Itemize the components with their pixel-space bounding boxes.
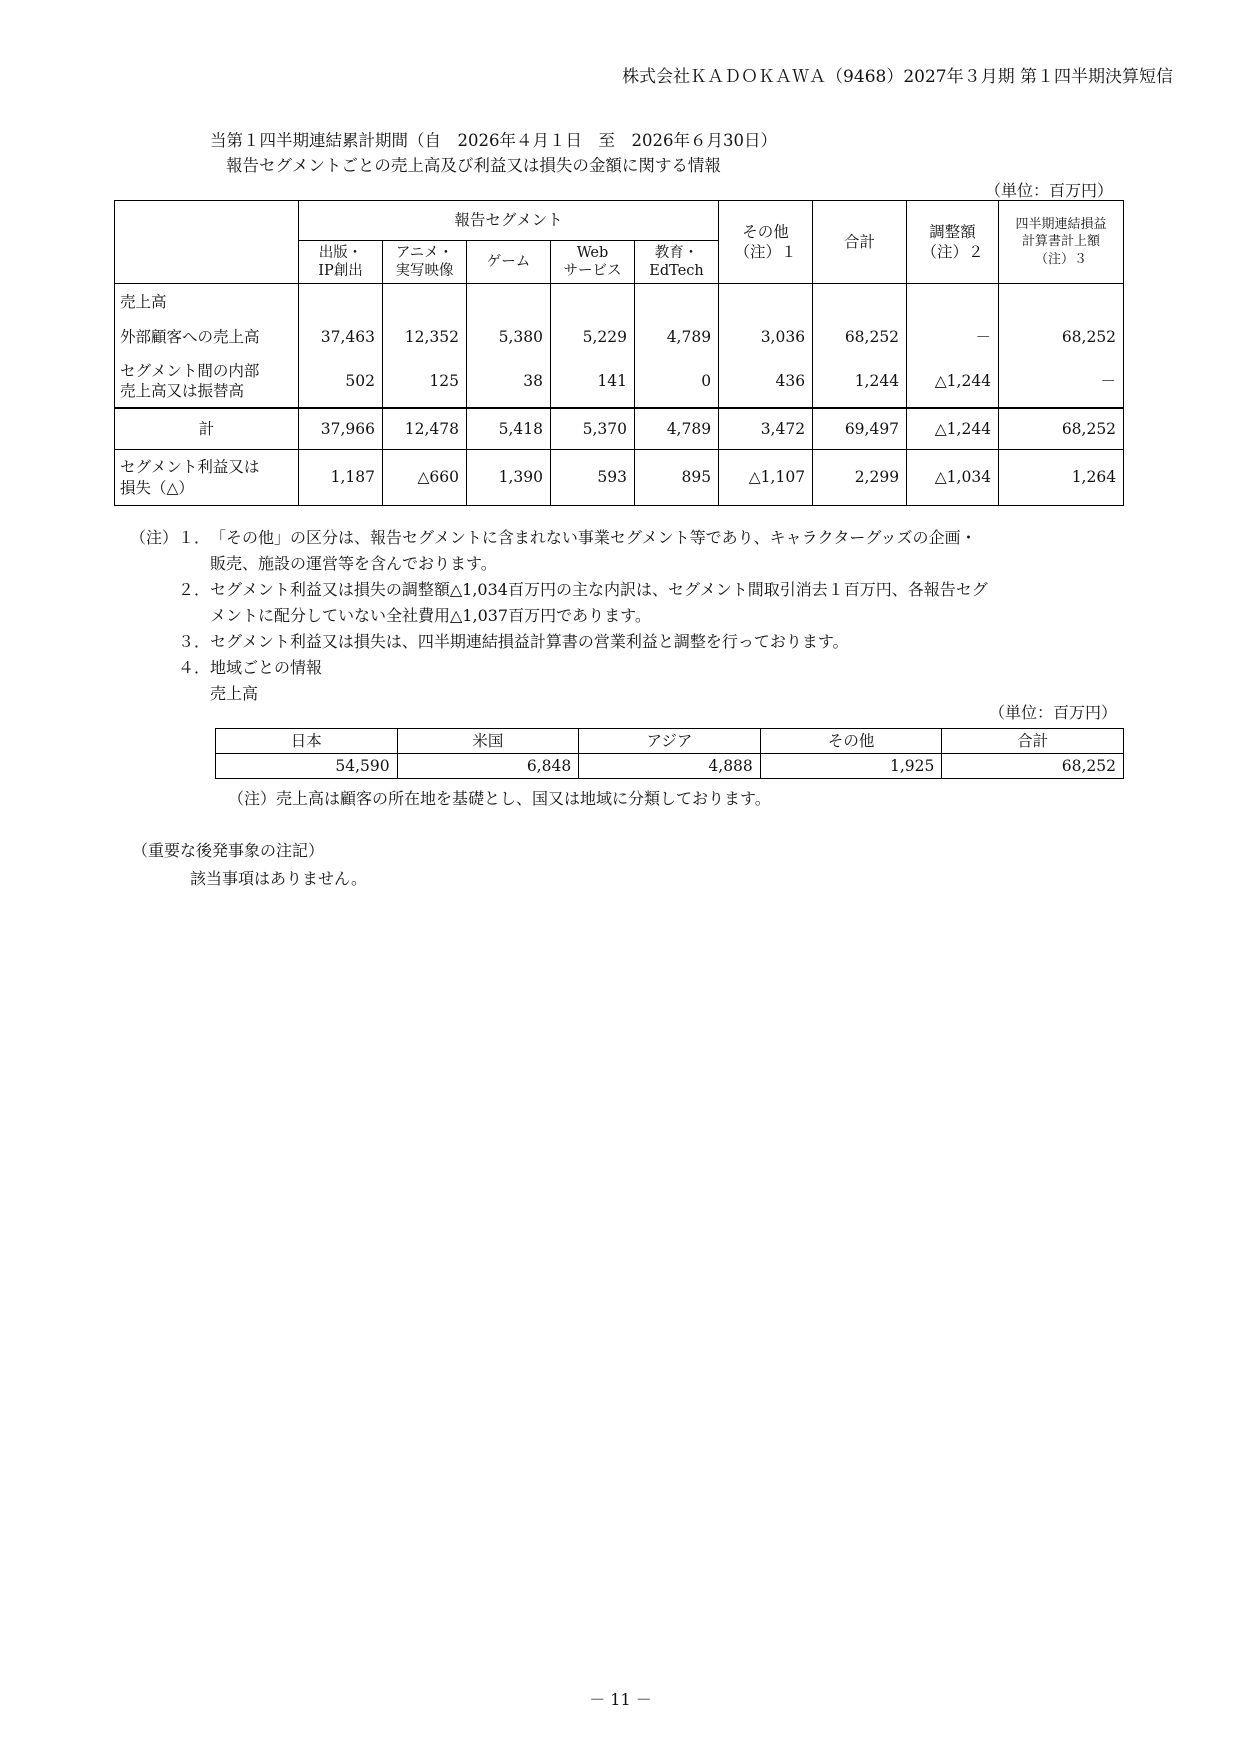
- table-cell: －: [999, 356, 1124, 408]
- blank-header: [115, 201, 299, 284]
- table-cell: 12,478: [383, 408, 467, 450]
- table-cell: △1,244: [907, 408, 999, 450]
- region-value: 54,590: [216, 754, 398, 779]
- region-header: アジア: [579, 729, 761, 754]
- table-cell: 38: [467, 356, 551, 408]
- note-number: １．: [178, 528, 211, 547]
- table-cell: 125: [383, 356, 467, 408]
- region-note: （注）売上高は顧客の所在地を基礎とし、国又は地域に分類しております。: [228, 789, 771, 808]
- table-cell: 68,252: [999, 408, 1124, 450]
- note-text: セグメント利益又は損失の調整額△1,034百万円の主な内訳は、セグメント間取引消去１百万円、各報告セグ: [210, 580, 988, 599]
- table-cell: 895: [635, 450, 719, 506]
- table-row-profit: [115, 450, 1124, 506]
- row-label: 外部顧客への売上高: [115, 320, 299, 356]
- page-number: － 11 －: [589, 1690, 652, 1709]
- table-cell: 3,036: [719, 320, 813, 356]
- table-cell: 141: [551, 356, 635, 408]
- table-row-external: [115, 320, 1124, 356]
- sales-label-row: [115, 284, 1124, 320]
- unit-label-region: （単位：百万円）: [988, 703, 1117, 722]
- note-text: セグメント利益又は損失は、四半期連結損益計算書の営業利益と調整を行っております。: [210, 632, 849, 651]
- segment-header-anime: アニメ・ 実写映像: [383, 241, 467, 284]
- segment-table: [114, 200, 1124, 506]
- table-cell: 1,187: [299, 450, 383, 506]
- segment-header-game: ゲーム: [467, 241, 551, 284]
- region-value: 68,252: [942, 754, 1124, 779]
- region-value: 6,848: [397, 754, 579, 779]
- sub-title: 報告セグメントごとの売上高及び利益又は損失の金額に関する情報: [226, 156, 721, 175]
- row-label: 売上高: [115, 284, 299, 320]
- note-number: ４．: [178, 658, 211, 677]
- group-header: 報告セグメント: [299, 201, 719, 241]
- segment-header-web: Web サービス: [551, 241, 635, 284]
- row-label: セグメント間の内部 売上高又は振替高: [115, 356, 299, 408]
- table-cell: 3,472: [719, 408, 813, 450]
- table-cell: 5,370: [551, 408, 635, 450]
- table-cell: 37,966: [299, 408, 383, 450]
- note-text: 地域ごとの情報: [210, 658, 323, 677]
- adjustment-header: 調整額 （注）２: [907, 201, 999, 284]
- note-prefix: （注）: [130, 528, 179, 547]
- section-title: 当第１四半期連結累計期間（自 2026年４月１日 至 2026年６月30日）: [210, 131, 777, 150]
- segment-header-education: 教育・ EdTech: [635, 241, 719, 284]
- table-cell: 502: [299, 356, 383, 408]
- table-cell: 2,299: [813, 450, 907, 506]
- table-cell: 0: [635, 356, 719, 408]
- other-header: その他 （注）１: [719, 201, 813, 284]
- table-cell: 69,497: [813, 408, 907, 450]
- region-header: その他: [760, 729, 942, 754]
- table-cell: 1,390: [467, 450, 551, 506]
- table-cell: 12,352: [383, 320, 467, 356]
- region-header: 合計: [942, 729, 1124, 754]
- note-number: ２．: [178, 580, 211, 599]
- region-value-row: [216, 754, 1124, 779]
- header-row-1: [115, 201, 1124, 241]
- table-cell: 4,789: [635, 320, 719, 356]
- table-cell: 5,380: [467, 320, 551, 356]
- table-cell: 1,264: [999, 450, 1124, 506]
- table-cell: △1,244: [907, 356, 999, 408]
- table-cell: 68,252: [999, 320, 1124, 356]
- segment-header-publishing: 出版・ IP創出: [299, 241, 383, 284]
- region-value: 1,925: [760, 754, 942, 779]
- table-cell: 4,789: [635, 408, 719, 450]
- region-header-row: [216, 729, 1124, 754]
- note-text: 「その他」の区分は、報告セグメントに含まれない事業セグメント等であり、キャラクターグッズの企画・: [210, 528, 977, 547]
- table-row-subtotal: [115, 408, 1124, 450]
- note-text: メントに配分していない全社費用△1,037百万円であります。: [210, 606, 651, 625]
- table-cell: 436: [719, 356, 813, 408]
- table-row-intersegment: [115, 356, 1124, 408]
- page-header: 株式会社ＫＡＤＯＫＡＷＡ（9468）2027年３月期 第１四半期決算短信: [622, 67, 1173, 87]
- note-number: ３．: [178, 632, 211, 651]
- table-cell: 68,252: [813, 320, 907, 356]
- table-cell: 593: [551, 450, 635, 506]
- note-text: 売上高: [210, 684, 259, 703]
- consolidated-header: 四半期連結損益 計算書計上額 （注）３: [999, 201, 1124, 284]
- region-table: [215, 728, 1124, 779]
- region-header: 米国: [397, 729, 579, 754]
- table-cell: 1,244: [813, 356, 907, 408]
- table-cell: △660: [383, 450, 467, 506]
- region-header: 日本: [216, 729, 398, 754]
- table-cell: △1,034: [907, 450, 999, 506]
- region-value: 4,888: [579, 754, 761, 779]
- subsequent-events-title: （重要な後発事象の注記）: [132, 841, 325, 860]
- table-cell: 5,418: [467, 408, 551, 450]
- subsequent-events-text: 該当事項はありません。: [190, 869, 367, 888]
- unit-label: （単位：百万円）: [984, 181, 1113, 200]
- row-label: 計: [115, 408, 299, 450]
- note-text: 販売、施設の運営等を含んでおります。: [210, 554, 497, 573]
- table-cell: 37,463: [299, 320, 383, 356]
- row-label: セグメント利益又は 損失（△）: [115, 450, 299, 506]
- table-cell: △1,107: [719, 450, 813, 506]
- table-cell: －: [907, 320, 999, 356]
- total-header: 合計: [813, 201, 907, 284]
- table-cell: 5,229: [551, 320, 635, 356]
